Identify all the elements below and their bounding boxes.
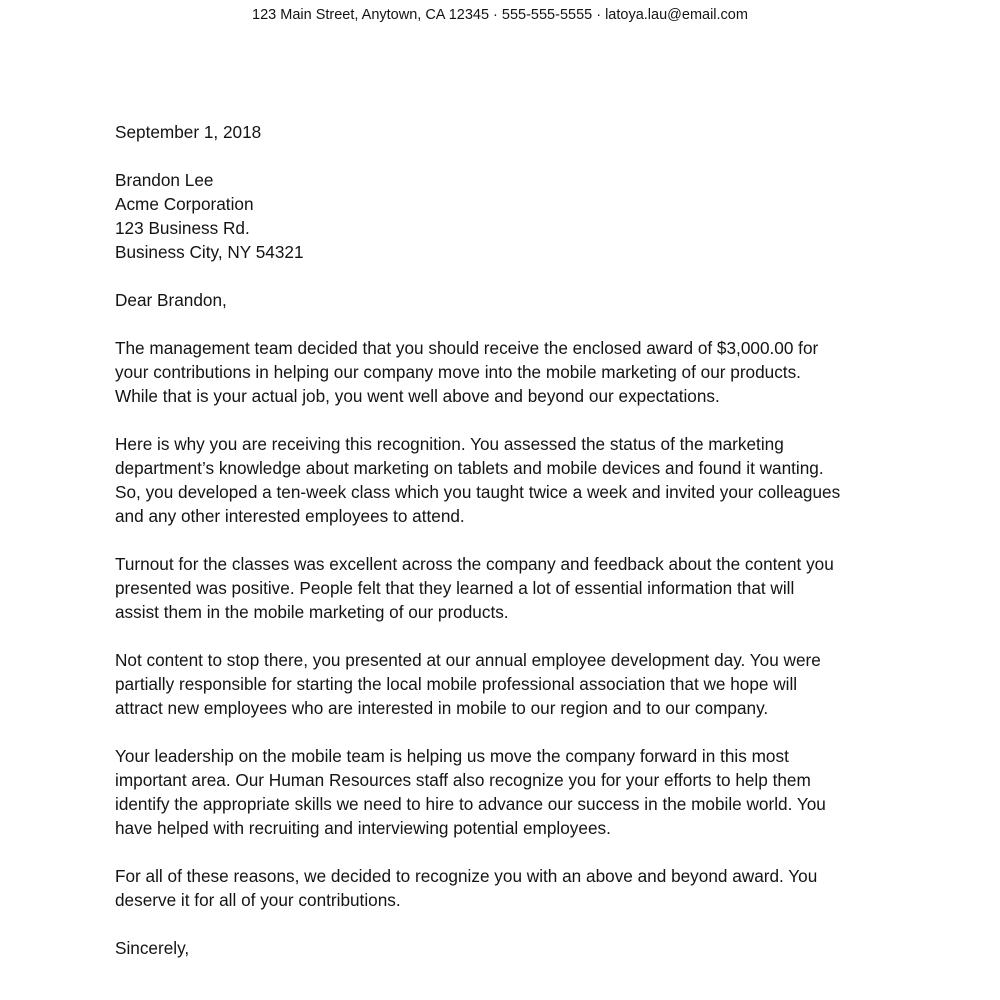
paragraph-line: have helped with recruiting and interviewing potential employees.: [115, 818, 611, 838]
paragraph-line: department’s knowledge about marketing on tablets and mobile devices and found it wanting.: [115, 458, 824, 478]
paragraph-line: Your leadership on the mobile team is helping us move the company forward in this most: [115, 746, 789, 766]
paragraph-line: deserve it for all of your contributions.: [115, 890, 401, 910]
paragraph-line: assist them in the mobile marketing of our products.: [115, 602, 509, 622]
paragraph-line: and any other interested employees to attend.: [115, 506, 465, 526]
paragraph-turnout: [115, 552, 890, 624]
paragraph-line: Turnout for the classes was excellent across the company and feedback about the content you: [115, 554, 834, 574]
paragraph-line: presented was positive. People felt that they learned a lot of essential information that will: [115, 578, 795, 598]
salutation: Dear Brandon,: [115, 290, 227, 310]
paragraph-development-day: [115, 648, 890, 720]
letter-date: September 1, 2018: [115, 122, 262, 142]
recipient-address-block: [115, 168, 890, 264]
letter-body: [115, 120, 890, 960]
paragraph-line: Not content to stop there, you presented at our annual employee development day. You were: [115, 650, 821, 670]
recipient-name: Brandon Lee: [115, 170, 214, 190]
paragraph-line: While that is your actual job, you went well above and beyond our expectations.: [115, 386, 720, 406]
paragraph-line: partially responsible for starting the local mobile professional association that we hope will: [115, 674, 798, 694]
paragraph-line: The management team decided that you should receive the enclosed award of $3,000.00 for: [115, 338, 819, 358]
paragraph-line: important area. Our Human Resources staff also recognize you for your efforts to help them: [115, 770, 811, 790]
recipient-street: 123 Business Rd.: [115, 218, 250, 238]
paragraph-line: For all of these reasons, we decided to recognize you with an above and beyond award. You: [115, 866, 818, 886]
sender-contact-line: 123 Main Street, Anytown, CA 12345 · 555-555-5555 · latoya.lau@email.com: [252, 7, 748, 23]
paragraph-line: your contributions in helping our company move into the mobile marketing of our products.: [115, 362, 801, 382]
closing: Sincerely,: [115, 938, 190, 958]
recipient-city-state-zip: Business City, NY 54321: [115, 242, 304, 262]
paragraph-line: identify the appropriate skills we need to hire to advance our success in the mobile world. You: [115, 794, 826, 814]
paragraph-line: So, you developed a ten-week class which you taught twice a week and invited your colleagues: [115, 482, 841, 502]
paragraph-conclusion: [115, 864, 890, 912]
paragraph-recognition-reason: [115, 432, 890, 528]
paragraph-leadership: [115, 744, 890, 840]
paragraph-line: attract new employees who are interested in mobile to our region and to our company.: [115, 698, 769, 718]
paragraph-line: Here is why you are receiving this recognition. You assessed the status of the marketing: [115, 434, 784, 454]
recipient-company: Acme Corporation: [115, 194, 254, 214]
paragraph-award: [115, 336, 890, 408]
